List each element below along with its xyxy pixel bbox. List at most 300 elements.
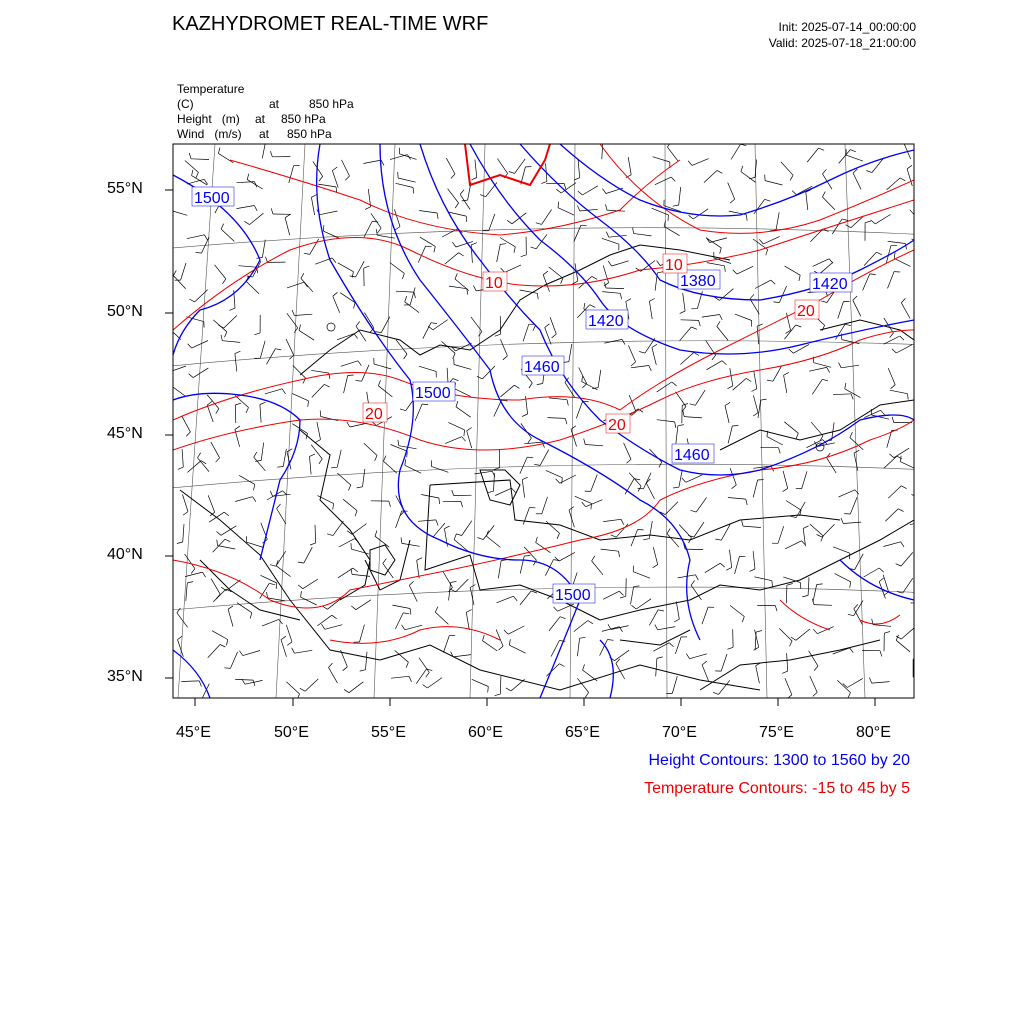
wind-barb [850,497,857,514]
wind-barb-feather [400,409,406,411]
wind-barb [374,364,391,369]
wind-barb [311,197,314,215]
wind-barb-feather [398,440,399,446]
wind-barb-feather [196,252,202,253]
wind-barb [883,575,888,592]
wind-barb-feather [720,248,722,254]
wind-barb-feather [577,206,579,212]
wind-barb-feather [561,278,563,284]
wind-barb-feather [559,641,565,642]
wind-barb [814,605,832,606]
graticule [150,144,930,698]
wind-barb-feather [219,325,224,328]
lon-label: 45°E [176,724,211,741]
wind-barb [183,524,184,542]
wind-barb [191,159,209,160]
wind-barb [289,166,294,183]
wind-barb [911,602,929,603]
wind-barb [833,547,850,553]
height-label [413,382,455,402]
wind-barb [730,550,732,568]
wind-barb-feather [529,383,532,388]
wind-barb-feather [658,610,664,611]
wind-barb [497,596,514,603]
wind-barb-feather [183,512,188,515]
wind-barb-feather [356,322,360,327]
wind-barb-feather [239,651,242,656]
wind-barb-feather [851,394,853,400]
wind-barb-feather [750,569,756,571]
wind-barb-feather [866,171,872,173]
wind-barb-feather [395,227,400,231]
wind-barb [185,161,199,173]
wind-barb [754,371,757,389]
wind-barb-feather [756,631,762,633]
wind-barb [811,422,823,436]
wind-barb-feather [216,458,220,462]
wind-barb [466,612,469,630]
lon-label: 50°E [274,724,309,741]
wind-barb [813,585,817,603]
wind-barb [903,578,913,593]
wind-barb-feather [358,361,362,366]
wind-barb-feather [269,583,275,585]
wind-barb-feather [722,361,727,365]
wind-barb-feather [680,311,685,314]
wind-barb [755,280,771,288]
wind-barb-feather [713,692,719,694]
wind-barb-feather [712,355,716,360]
wind-barb-feather [499,646,504,650]
wind-barb-feather [583,664,585,670]
wind-barb [571,429,577,446]
wind-barb-feather [746,215,747,221]
wind-barb-feather [669,643,673,647]
wind-barb-feather [536,537,538,543]
wind-barb [873,625,891,627]
wind-barb [719,680,730,694]
wind-barb-feather [901,298,905,302]
wind-barb-feather [839,362,842,367]
wind-barb-feather [224,668,230,669]
wind-barb [546,521,559,533]
wind-barb [396,340,407,354]
wind-barb [883,542,900,547]
lon-label: 70°E [662,724,697,741]
wind-barb-feather [884,632,890,634]
wind-barb-feather [224,512,229,516]
wind-barb [787,653,788,671]
wind-barb [299,330,314,340]
wind-barb-feather [900,178,905,181]
field-name: Temperature (C) [177,82,245,111]
wind-barb-feather [564,183,566,189]
wind-barb-feather [282,491,287,495]
wind-barb [181,681,199,682]
wind-barb-feather [513,596,517,601]
wind-barb-feather [329,663,333,667]
wind-barb [888,486,901,498]
wind-barb [783,471,788,489]
wind-barb [343,499,357,510]
wind-barb [854,609,863,625]
wind-barb [177,613,188,628]
wind-barb [692,159,709,166]
wind-barb-feather [845,383,846,389]
wind-barb-feather [504,630,508,634]
wind-barb [433,523,445,537]
wind-barb-feather [509,172,515,174]
wind-barb [294,314,312,315]
wind-barb [836,324,846,339]
height-label-text: 1420 [812,276,848,293]
wind-barb [755,632,756,650]
wind-barb [735,314,752,320]
wind-barb-feather [247,174,248,180]
wind-barb [222,341,240,343]
wind-barb-feather [850,582,851,588]
wind-barb [733,378,747,390]
height-label-text: 1420 [588,313,624,330]
wind-barb [896,640,910,652]
temperature-label-text: 20 [797,303,815,320]
wind-barb-feather [787,584,793,586]
wind-barb-feather [696,575,699,580]
wind-barb-feather [608,261,611,266]
field-name: Height (m) [177,112,240,126]
wind-barb [624,443,631,459]
wind-barb-feather [453,353,455,359]
wind-barb [497,159,507,174]
wind-barb [208,645,220,658]
wind-barb-feather [720,563,725,567]
field-level: 850 hPa [287,127,332,141]
wind-barb-feather [733,270,737,274]
wind-barb-feather [426,672,430,677]
wind-barb [695,390,705,405]
wind-barb-feather [759,239,763,244]
lon-label: 55°E [371,724,406,741]
wind-barb [301,278,313,291]
wind-barb-feather [383,559,387,564]
wind-barb-feather [928,381,930,387]
wind-barb-feather [898,509,903,512]
wind-barb [315,525,316,543]
wind-barb-feather [603,140,609,142]
wind-barb-feather [592,276,597,279]
temperature-legend: Temperature Contours: -15 to 45 by 5 [644,780,910,797]
wind-barb [230,652,237,669]
wind-barb-feather [790,516,796,517]
wind-barb [317,615,332,626]
wind-barb-feather [524,556,530,557]
wind-barb-feather [480,195,486,197]
wind-barb-feather [746,499,747,505]
wind-barb-feather [409,581,413,585]
wind-barb [779,628,792,641]
wind-barb-feather [244,221,249,224]
wind-barb-feather [865,221,871,223]
wind-barb-feather [533,325,536,330]
wind-barb [198,458,210,472]
wind-barb [423,323,431,339]
wind-barb-feather [250,613,252,619]
wind-barb [356,326,366,341]
wind-barb [261,443,264,461]
wind-barb [262,619,279,626]
wind-barb [728,183,735,200]
wind-barb [392,605,410,608]
wind-barb-feather [626,299,631,302]
wind-barb [634,234,652,236]
map-title: KAZHYDROMET REAL-TIME WRF [172,13,489,35]
wind-barb [448,422,464,430]
wind-barb [743,526,761,527]
wind-barb-feather [919,223,922,228]
height-label-text: 1500 [555,587,591,604]
wind-barb-feather [682,478,686,482]
wind-barb-feather [527,457,533,458]
wind-barb-feather [907,165,912,169]
wind-barb-feather [537,384,543,385]
wind-barb [486,536,500,547]
wind-barb [301,597,317,605]
wind-barb [317,422,321,440]
wind-barb [395,613,403,629]
wind-barb-feather [228,606,233,609]
wind-barb [606,288,624,289]
height-label [553,584,595,604]
wind-barb [750,299,759,314]
wind-barb [456,241,473,247]
wind-barb-feather [773,302,779,303]
wind-barb-feather [254,452,257,457]
wind-barb [427,678,442,688]
lat-label: 50°N [107,303,143,320]
wind-barb-feather [557,533,559,539]
wind-barb [496,630,503,647]
wind-barb-feather [413,188,414,194]
wind-barb-feather [466,216,467,222]
wind-barb-feather [653,565,658,568]
wind-barb-feather [602,189,606,194]
wind-barb-feather [189,374,194,378]
wind-barb-feather [850,150,856,152]
wind-barb [855,554,864,570]
wind-barb-feather [173,270,176,275]
wind-barb-feather [191,569,195,574]
wind-barb [235,497,252,502]
wind-barb [449,212,467,216]
wind-barb-feather [165,367,169,372]
wind-barb [838,490,855,497]
wind-barb [582,186,598,195]
wind-barb-feather [277,467,283,468]
wind-barb-feather [634,586,640,587]
wind-barb [396,511,402,528]
wind-barb [394,209,400,226]
wind-barb-feather [753,413,758,416]
wind-barb [808,577,809,595]
wind-barb [235,396,248,408]
wind-barb-feather [439,498,440,504]
wind-barb [419,211,437,214]
wind-barb [807,148,818,162]
wind-barb-feather [757,324,763,326]
wind-barb [187,235,205,239]
wind-barb-feather [417,558,422,561]
wind-barb [901,627,915,639]
wind-barb [213,589,226,602]
wind-barb [364,443,377,455]
wind-barb-feather [502,400,508,401]
wind-barb-feather [620,293,621,299]
wind-barb-feather [771,280,775,284]
wind-barb [286,682,299,694]
wind-barb-feather [414,292,416,298]
wind-barb-feather [253,497,256,502]
wind-barb [680,353,693,365]
wind-barb [360,625,365,642]
wind-barb [254,457,266,471]
wind-barb [500,339,507,356]
wind-barb [601,549,619,551]
wind-barb-feather [638,488,644,489]
wind-barb-feather [761,399,767,400]
wind-barb-feather [817,535,822,538]
wind-barb [753,395,758,412]
wind-barb-feather [567,400,568,406]
wind-barb [235,679,253,680]
wind-barb-feather [225,332,227,338]
wind-barb [885,509,898,521]
wind-barb-feather [287,642,292,646]
wind-barb [686,475,702,482]
wind-barb-feather [348,375,354,376]
wind-barb-feather [202,572,205,577]
wind-barb [540,450,549,466]
wind-barb-feather [822,192,825,197]
wind-barb-feather [928,246,929,252]
wind-barb [396,291,414,292]
wind-barb-feather [217,532,222,536]
wind-barb [471,245,472,263]
wind-barb [253,261,261,277]
wind-barb [546,470,562,477]
wind-barb [636,599,651,609]
wind-barb [758,400,761,418]
wind-barb-feather [270,151,272,157]
wind-barb [704,170,717,182]
wind-barb [405,625,422,630]
wind-barb-feather [765,199,771,201]
wind-barb [827,458,837,473]
wind-barb-feather [186,432,190,436]
wind-barb-feather [553,560,559,561]
wind-barb [186,583,188,601]
wind-barb [847,678,863,687]
wind-barb-feather [927,520,930,525]
wind-barb-feather [354,303,356,309]
wind-barb-feather [514,247,515,253]
wind-barb [215,265,226,279]
wind-barb [311,370,329,373]
wind-barb-feather [657,657,663,659]
height-label-text: 1500 [194,190,230,207]
wind-barb [494,400,502,416]
height-contours [173,144,914,698]
wind-barb-feather [732,485,737,489]
wind-barb [547,418,565,419]
height-label [810,273,852,293]
wind-barb-feather [467,428,472,431]
wind-barb-feather [459,253,464,256]
wind-barb [318,184,336,187]
wind-barb-feather [929,602,931,608]
wind-barb [810,524,823,536]
wind-barb [612,261,629,266]
wind-barb [576,401,582,418]
wind-barb-feather [889,454,894,458]
wind-barb [667,534,679,548]
wind-barb-feather [298,562,304,563]
wind-barb [813,259,829,267]
wind-barb [421,495,439,499]
wind-barb-feather [606,232,609,238]
wind-barb [706,238,721,248]
wind-barb-feather [189,299,194,302]
wind-barb-feather [522,477,527,480]
wind-barb [549,267,563,278]
wind-barb-feather [821,301,827,303]
wind-barb-feather [588,621,593,624]
wind-barb-feather [633,228,634,234]
lon-label: 60°E [468,724,503,741]
wind-barb-feather [584,439,586,445]
wind-barb [680,327,692,341]
wind-barb [628,345,635,362]
lon-label: 65°E [565,724,600,741]
wind-barb [592,561,603,575]
wind-barb-feather [301,591,302,597]
wind-barb [281,640,287,657]
wind-barb [351,549,368,554]
wind-barb [435,612,448,624]
wind-barb [542,497,548,514]
wind-barb [448,189,459,203]
wind-barb [851,216,864,228]
wind-barb [349,682,363,693]
wind-barb-feather [643,539,649,540]
wind-barb [398,178,416,182]
wind-barb [845,389,861,398]
wind-barb [211,442,220,458]
wind-barb [864,568,880,577]
wind-barb [549,398,567,400]
wind-barb-feather [461,501,463,507]
wind-barb-feather [775,606,777,612]
wind-barb-feather [217,540,218,546]
height-legend: Height Contours: 1300 to 1560 by 20 [648,752,910,769]
wind-barb [445,437,462,444]
wind-barb-feather [556,479,560,483]
wind-barb [187,317,204,322]
wind-barb [685,549,703,550]
height-label-text: 1460 [674,447,710,464]
wind-barb [505,265,521,273]
wind-barb-feather [332,167,337,171]
wind-barb-feather [870,274,876,275]
